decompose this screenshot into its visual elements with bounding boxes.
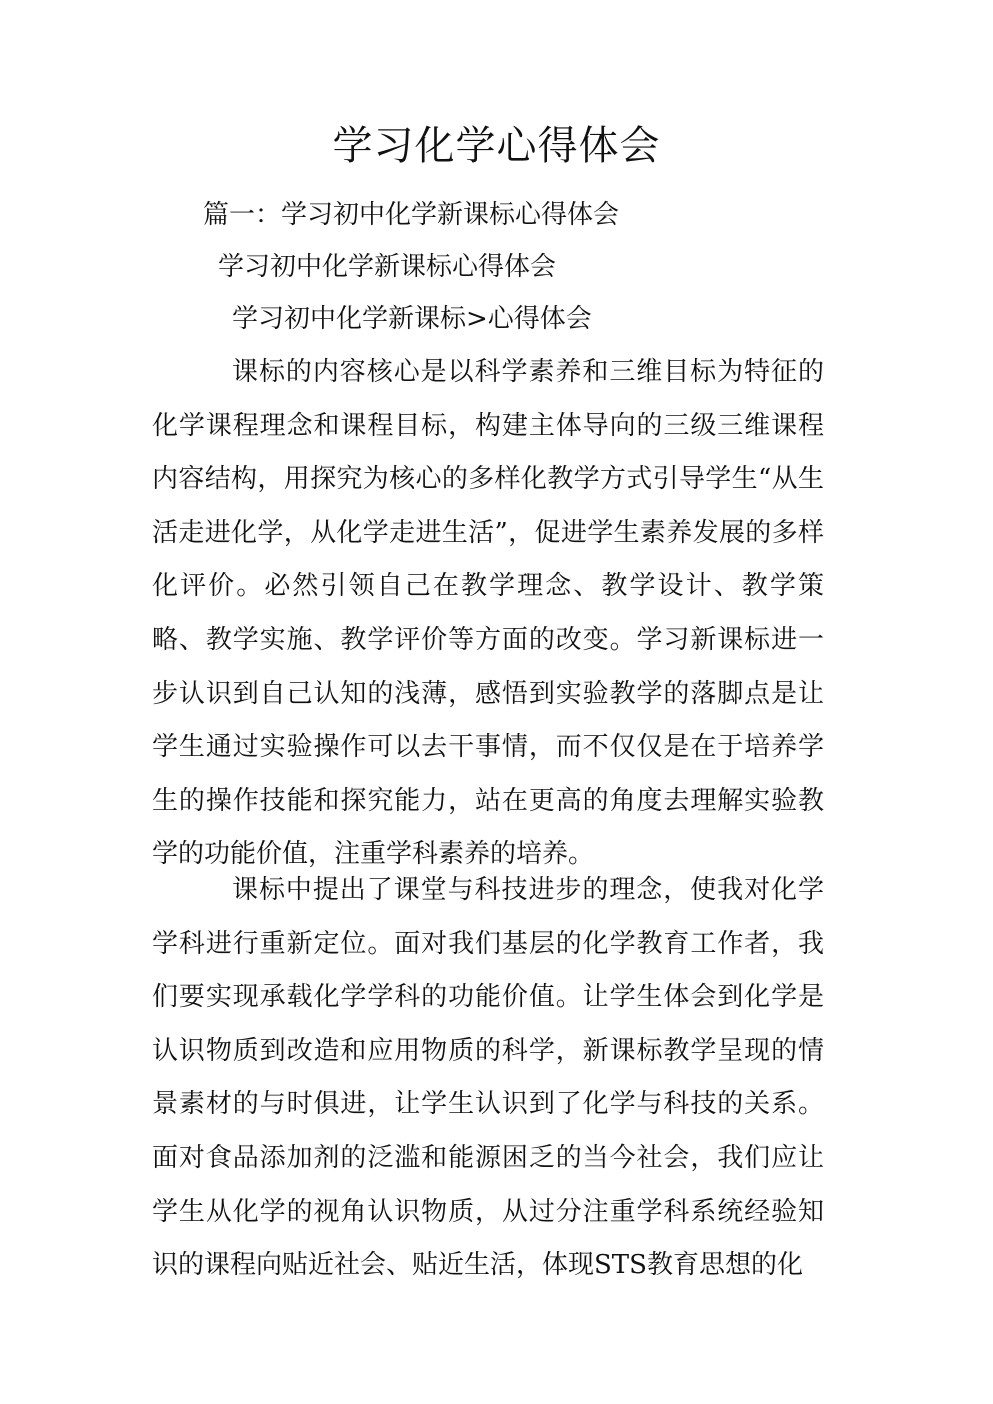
article-subtitle: 学习初中化学新课标>心得体会 (232, 304, 592, 334)
section-heading: 篇一：学习初中化学新课标心得体会 (203, 200, 620, 230)
document-title: 学习化学心得体会 (332, 123, 661, 169)
body-paragraph-2: 课标中提出了课堂与科技进步的理念，使我对化学学科进行重新定位。面对我们基层的化学教育工作者，我们要实现承载化学学科的功能价值。让学生体会到化学是认识物质到改造和应用物质的科学，新课标教学呈现的情景素材的与时俱进，让学生认识到了化学与科技的关系。面对食品添加剂的泛滥和能源困乏的当今社会，我们应让学生从化学的视角认识物质，从过分注重学科系统经验知识的课程向贴近社会、贴近生活，体现STS教育思想的化 (152, 875, 824, 1281)
article-title: 学习初中化学新课标心得体会 (218, 252, 557, 282)
body-paragraph-1: 课标的内容核心是以科学素养和三维目标为特征的化学课程理念和课程目标，构建主体导向的三级三维课程内容结构，用探究为核心的多样化教学方式引导学生“从生活走进化学，从化学走进生活”，促进学生素养发展的多样化评价。必然引领自己在教学理念、教学设计、教学策略、教学实施、教学评价等方面的改变。学习新课标进一步认识到自己认知的浅薄，感悟到实验教学的落脚点是让学生通过实验操作可以去干事情，而不仅仅是在于培养学生的操作技能和探究能力，站在更高的角度去理解实验教学的功能价值，注重学科素养的培养。 (152, 357, 824, 870)
